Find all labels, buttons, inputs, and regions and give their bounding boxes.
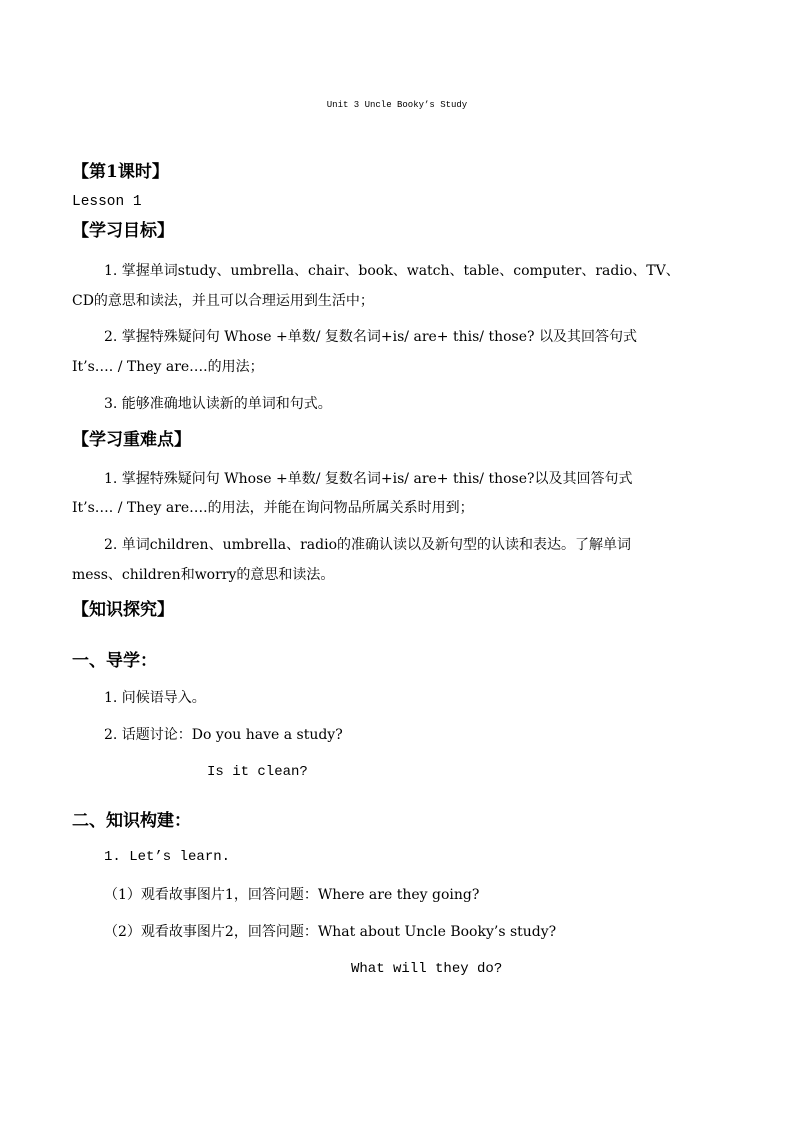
key-point-2-line-1: 2. 单词children、umbrella、radio的准确认读以及新句型的认读和表达。了解单词: [104, 537, 632, 553]
key-point-1-line-1: 1. 掌握特殊疑问句 Whose +单数/ 复数名词+is/ are+ this/ those?以及其回答句式: [104, 471, 633, 487]
section-1-item-2: 2. 话题讨论：Do you have a study?: [104, 727, 343, 743]
section-2-heading: 二、知识构建：: [72, 811, 191, 831]
section-2-item-1: 1. Let’s learn.: [104, 849, 231, 865]
section-2-sub-1: （1）观看故事图片1，回答问题：Where are they going?: [104, 887, 480, 903]
section-1-item-2-continued: Is it clean?: [207, 764, 308, 780]
section-1-item-1: 1. 问候语导入。: [104, 690, 206, 706]
section-1-heading: 一、导学：: [72, 651, 157, 671]
exploration-heading: 【知识探究】: [72, 600, 174, 620]
key-point-2-line-2: mess、children和worry的意思和读法。: [72, 567, 335, 583]
key-points-heading: 【学习重难点】: [72, 430, 191, 450]
key-point-1-line-2: It’s…. / They are….的用法，并能在询问物品所属关系时用到；: [72, 500, 474, 516]
section-2-sub-2: （2）观看故事图片2，回答问题：What about Uncle Booky’s study?: [104, 924, 557, 940]
objective-3: 3. 能够准确地认读新的单词和句式。: [104, 396, 332, 412]
objective-1-line-2: CD的意思和读法，并且可以合理运用到生活中；: [72, 293, 374, 309]
objective-1-line-1: 1. 掌握单词study、umbrella、chair、book、watch、table、computer、radio、TV、: [104, 263, 680, 279]
objectives-heading: 【学习目标】: [72, 221, 174, 241]
lesson-label: Lesson 1: [72, 194, 142, 210]
page-title: Unit 3 Uncle Booky’s Study: [326, 100, 468, 110]
objective-2-line-1: 2. 掌握特殊疑问句 Whose +单数/ 复数名词+is/ are+ this/ those? 以及其回答句式: [104, 329, 637, 345]
objective-2-line-2: It’s…. / They are….的用法；: [72, 359, 264, 375]
section-2-sub-2-continued: What will they do?: [351, 961, 503, 977]
period-heading: 【第1课时】: [72, 162, 169, 182]
